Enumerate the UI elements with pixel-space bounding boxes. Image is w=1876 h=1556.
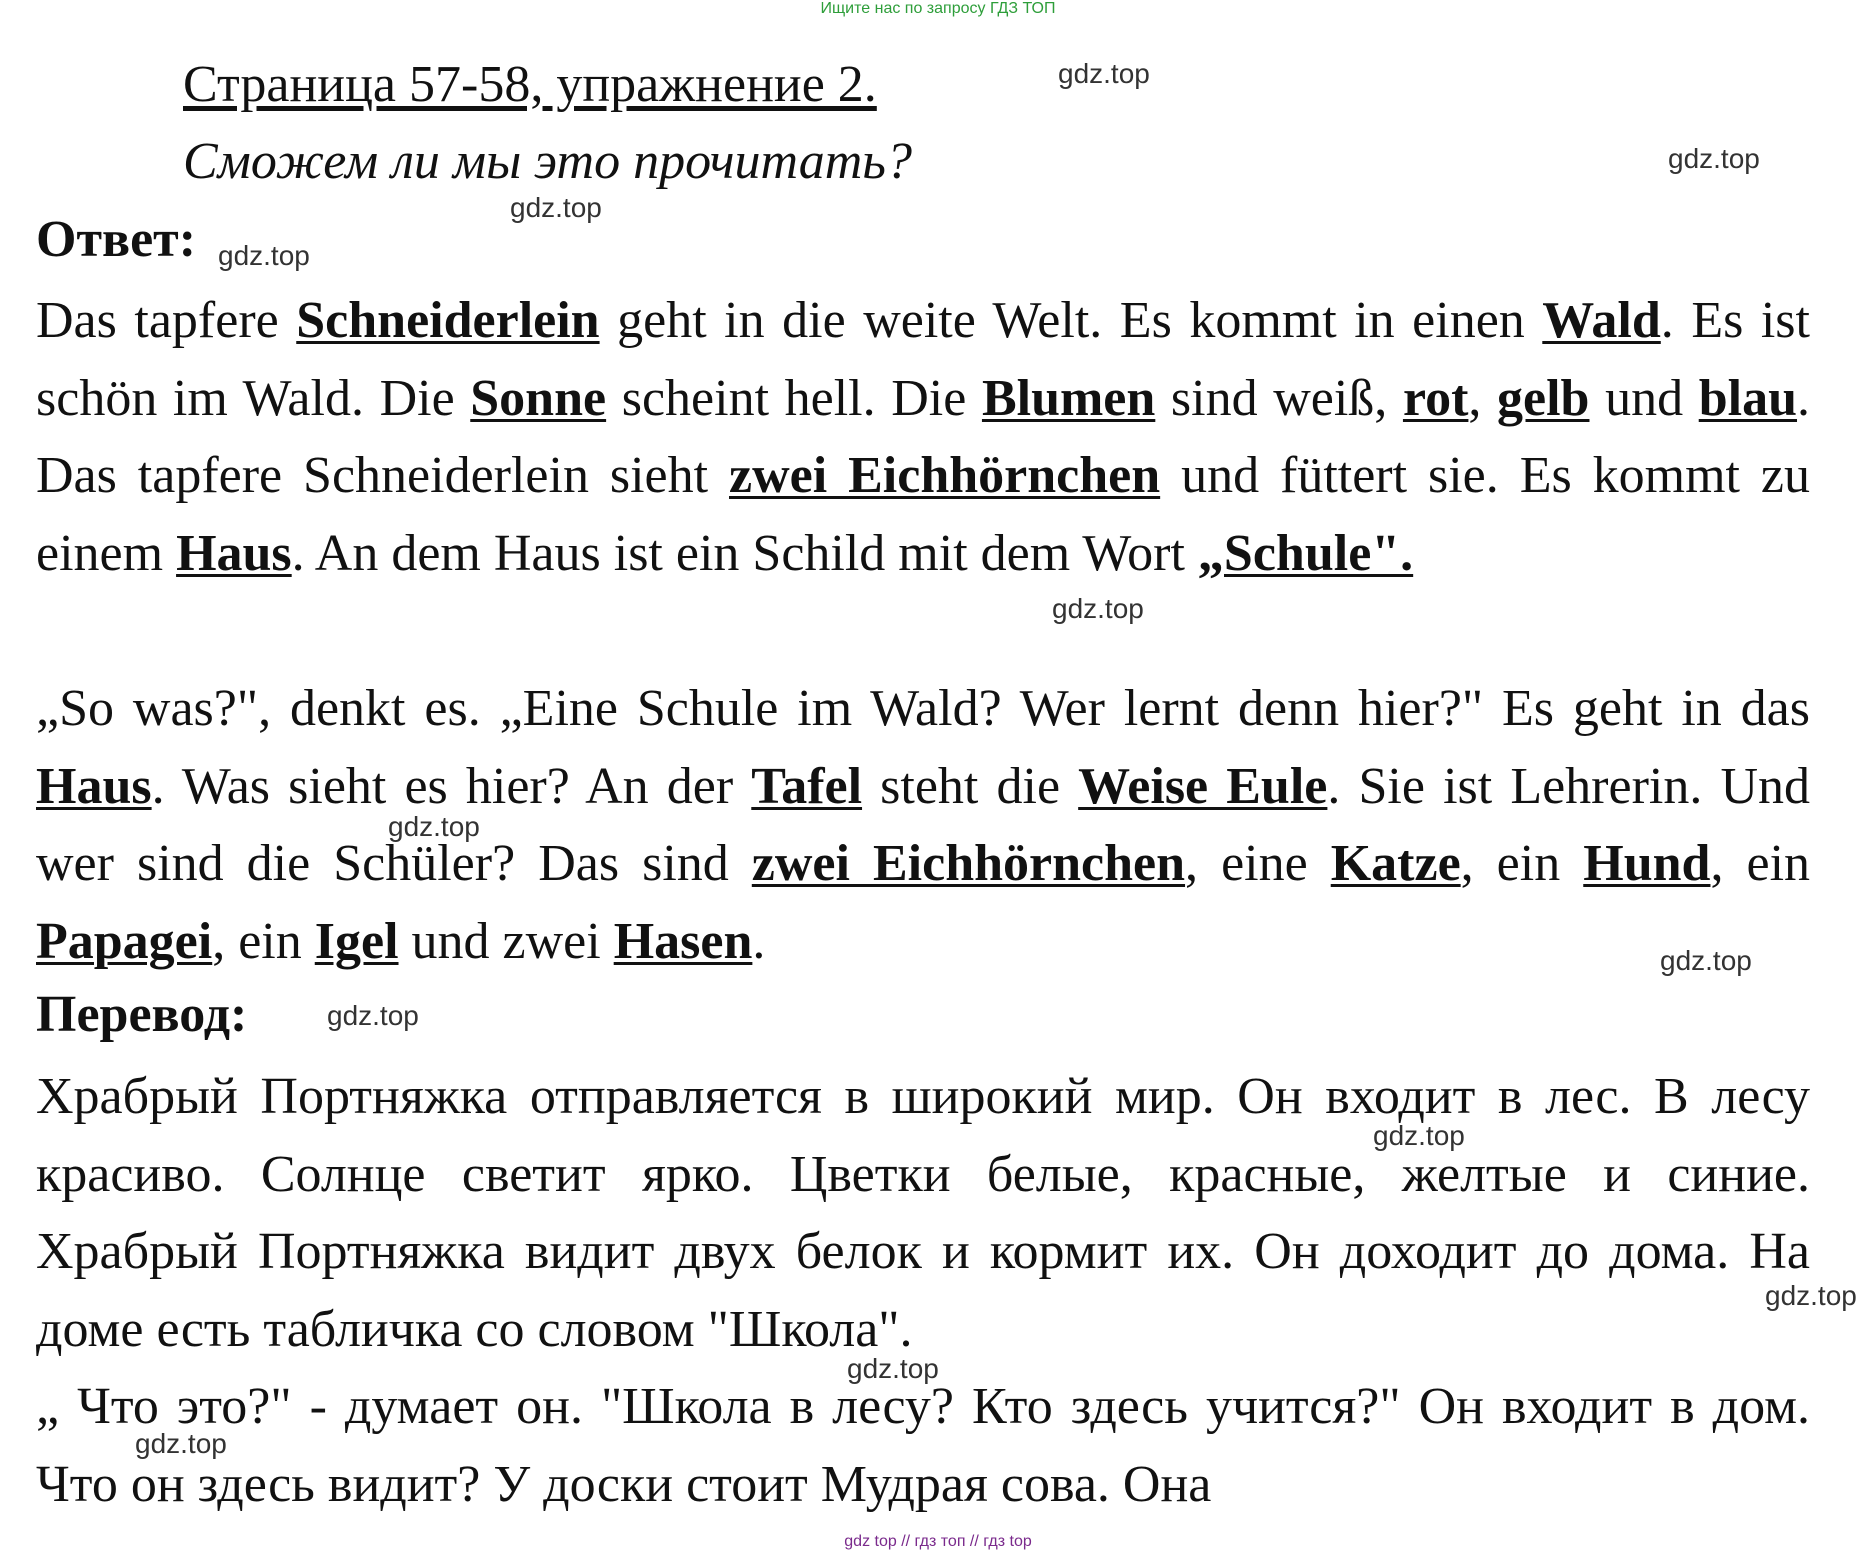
keyword: Wald bbox=[1542, 292, 1661, 349]
page-title: Страница 57-58, упражнение 2. bbox=[183, 56, 877, 113]
watermark: gdz.top bbox=[1668, 143, 1760, 174]
keyword: Schneiderlein bbox=[296, 292, 600, 349]
text-run: , ein bbox=[1710, 835, 1811, 892]
text-run: „So was?", denkt es. „Eine Schule im Wald? Wer lernt denn hier?" Es geht in das bbox=[36, 680, 1810, 737]
watermark: gdz.top bbox=[1765, 1280, 1857, 1311]
watermark: gdz.top bbox=[847, 1353, 939, 1384]
keyword: Sonne bbox=[470, 369, 607, 427]
watermark: gdz.top bbox=[218, 240, 310, 271]
keyword: Hasen bbox=[613, 912, 753, 970]
answer-label: Ответ: bbox=[36, 211, 197, 268]
top-banner: Ищите нас по запросу ГДЗ ТОП bbox=[820, 0, 1056, 17]
text-run: Das tapfere bbox=[36, 292, 297, 349]
watermark: gdz.top bbox=[1052, 593, 1144, 624]
text-run: und füttert sie. Es kommt zu einem bbox=[36, 447, 1810, 582]
text-run: , eine bbox=[1185, 835, 1331, 892]
text-run: , bbox=[1468, 369, 1498, 427]
keyword: Blumen bbox=[981, 369, 1156, 427]
german-paragraph-2 bbox=[36, 670, 1810, 980]
watermark: gdz.top bbox=[135, 1428, 227, 1459]
keyword: Weise Eule bbox=[1078, 757, 1328, 815]
keyword: blau bbox=[1698, 369, 1798, 427]
text-run: und bbox=[1589, 369, 1699, 427]
russian-paragraph-1: Храбрый Портняжка отправляется в широкий мир. Он входит в лес. В лесу красиво. Солнце светит ярко. Цветки белые, красные, желтые и синие. Храбрый Портняжка видит двух белок и кормит их. Он доходит до дома. На доме есть табличка со словом "Школа". bbox=[36, 1068, 1810, 1358]
watermark: gdz.top bbox=[1058, 58, 1150, 89]
keyword: Tafel bbox=[751, 757, 863, 815]
text-run: steht die bbox=[862, 757, 1079, 815]
watermark: gdz.top bbox=[1373, 1120, 1465, 1151]
keyword: Papagei bbox=[36, 912, 213, 970]
translation-label: Перевод: bbox=[36, 986, 248, 1043]
text-run: , ein bbox=[212, 912, 315, 970]
text-run: sind weiß, bbox=[1155, 369, 1403, 427]
keyword: Hund bbox=[1583, 835, 1711, 892]
keyword: Igel bbox=[314, 912, 399, 970]
text-run: geht in die weite Welt. Es kommt in einen bbox=[599, 292, 1543, 349]
keyword: gelb bbox=[1497, 369, 1590, 427]
german-paragraph-1 bbox=[36, 282, 1810, 592]
keyword: rot bbox=[1402, 369, 1469, 427]
text-run: . Es ist schön im Wald. Die bbox=[36, 292, 1810, 427]
keyword: zwei Eichhörnchen bbox=[751, 835, 1186, 892]
exercise-subtitle: Сможем ли мы это прочитать? bbox=[183, 133, 912, 190]
text-run: . Das tapfere Schneiderlein sieht bbox=[36, 369, 1811, 504]
keyword: Haus bbox=[176, 524, 292, 582]
russian-paragraph-2: „ Что это?" - думает он. "Школа в лесу? Кто здесь учится?" Он входит в дом. Что он здесь видит? У доски стоит Мудрая сова. Она bbox=[36, 1378, 1810, 1513]
text-run: . An dem Haus ist ein Schild mit dem Wort bbox=[291, 524, 1198, 582]
text-run: , ein bbox=[1460, 835, 1584, 892]
watermark: gdz.top bbox=[510, 192, 602, 223]
keyword: „Schule". bbox=[1197, 524, 1414, 582]
keyword: Katze bbox=[1330, 835, 1461, 892]
keyword: zwei Eichhörnchen bbox=[729, 447, 1161, 504]
watermark: gdz.top bbox=[388, 811, 480, 842]
bottom-banner: gdz top // гдз топ // гдз top bbox=[844, 1533, 1032, 1550]
watermark: gdz.top bbox=[1660, 945, 1752, 976]
watermark: gdz.top bbox=[327, 1000, 419, 1031]
keyword: Haus bbox=[36, 757, 152, 815]
text-run: scheint hell. Die bbox=[606, 369, 982, 427]
text-run: . Was sieht es hier? An der bbox=[151, 757, 752, 815]
text-run: und zwei bbox=[398, 912, 614, 970]
text-run: . bbox=[752, 912, 766, 970]
text-run: . Sie ist Lehrerin. Und wer sind die Schüler? Das sind bbox=[36, 757, 1811, 892]
